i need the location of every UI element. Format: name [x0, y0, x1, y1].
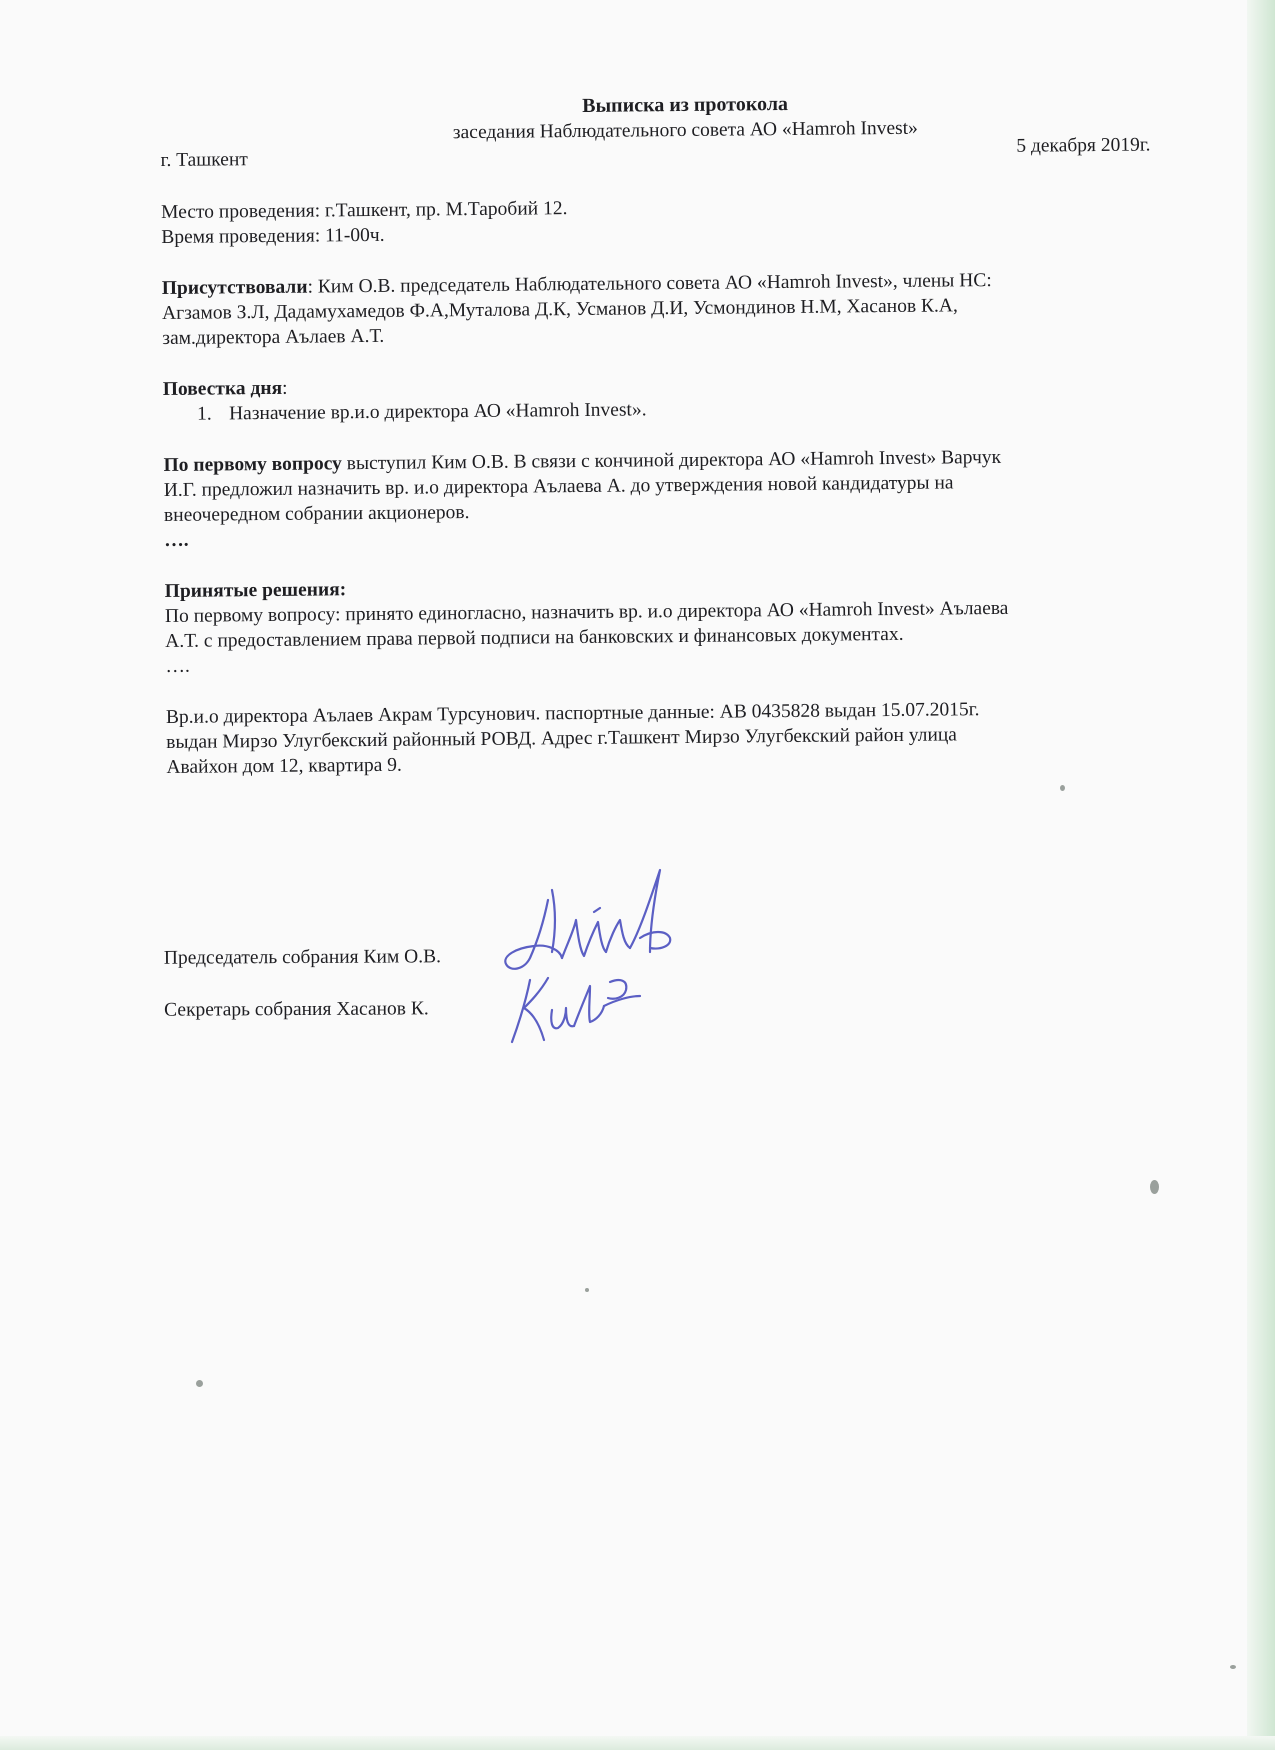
- decisions-line-2: А.Т. с предоставлением права первой подписи на банковских и финансовых документах.: [165, 623, 904, 652]
- agenda-label: Повестка дня: [162, 377, 283, 400]
- scan-speck: [1150, 1180, 1159, 1194]
- scan-bottom-strip: [0, 1736, 1275, 1750]
- document-subtitle: заседания Наблюдательного совета АО «Hamroh Invest»: [452, 117, 918, 144]
- handwritten-signatures: [490, 860, 710, 1070]
- scan-speck: [1060, 785, 1065, 791]
- protocol-body: [160, 88, 1177, 780]
- discussion-line-3: внеочередном собрании акционеров.: [163, 502, 470, 526]
- director-line-2: выдан Мирзо Улугбекский районный РОВД. Адрес г.Ташкент Мирзо Улугбекский район улица: [166, 724, 958, 753]
- chairman-signature-icon: [505, 870, 670, 969]
- attendees-text-1: : Ким О.В. председатель Наблюдательного совета АО «Hamroh Invest», члены НС:: [307, 270, 992, 298]
- meeting-place: Место проведения: г.Ташкент, пр. М.Таробий 12.: [160, 198, 568, 223]
- scan-speck: [196, 1380, 203, 1387]
- meeting-date: 5 декабря 2019г.: [1016, 134, 1151, 157]
- director-line-3: Авайхон дом 12, квартира 9.: [166, 754, 402, 778]
- agenda-item-text: Назначение вр.и.о директора АО «Hamroh Invest».: [228, 399, 647, 425]
- scan-edge-strip: [1247, 0, 1275, 1750]
- attendees-line-2: Агзамов З.Л, Дадамухамедов Ф.А,Муталова Д.К, Усманов Д.И, Усмондинов Н.М, Хасанов К.А,: [161, 295, 958, 324]
- director-line-1: Вр.и.о директора Аълаев Акрам Турсунович. паспортные данные: АВ 0435828 выдан 15.07.2015г.: [165, 699, 980, 728]
- scan-speck: [585, 1288, 589, 1292]
- discussion-text-1: выступил Ким О.В. В связи с кончиной директора АО «Hamroh Invest» Варчук: [341, 446, 1002, 475]
- secretary-signature-icon: [512, 978, 640, 1042]
- agenda-colon: :: [282, 377, 288, 399]
- decisions-ellipsis: ….: [165, 655, 190, 677]
- secretary-signature-line: Секретарь собрания Хасанов К.: [164, 998, 429, 1021]
- discussion-label: По первому вопросу: [163, 453, 342, 476]
- chairman-signature-line: Председатель собрания Ким О.В.: [163, 946, 442, 969]
- decisions-line-1: По первому вопросу: принято единогласно, назначить вр. и.о директора АО «Hamroh Invest» Аълаева: [164, 597, 1009, 627]
- document-title: Выписка из протокола: [582, 92, 789, 117]
- signature-block: [164, 944, 442, 1022]
- discussion-line-2: И.Г. предложил назначить вр. и.о директора Аълаева А. до утверждения новой кандидатуры на: [163, 472, 954, 501]
- city: г. Ташкент: [160, 149, 248, 171]
- attendees-line-3: зам.директора Аълаев А.Т.: [162, 325, 385, 349]
- scan-speck: [1230, 1665, 1236, 1669]
- decisions-label: Принятые решения:: [164, 579, 347, 602]
- attendees-label: Присутствовали: [161, 276, 308, 299]
- meeting-time: Время проведения: 11-00ч.: [161, 224, 385, 248]
- spacer: [164, 969, 441, 997]
- discussion-ellipsis-text: ….: [164, 529, 189, 551]
- agenda-item-number: 1.: [196, 403, 212, 425]
